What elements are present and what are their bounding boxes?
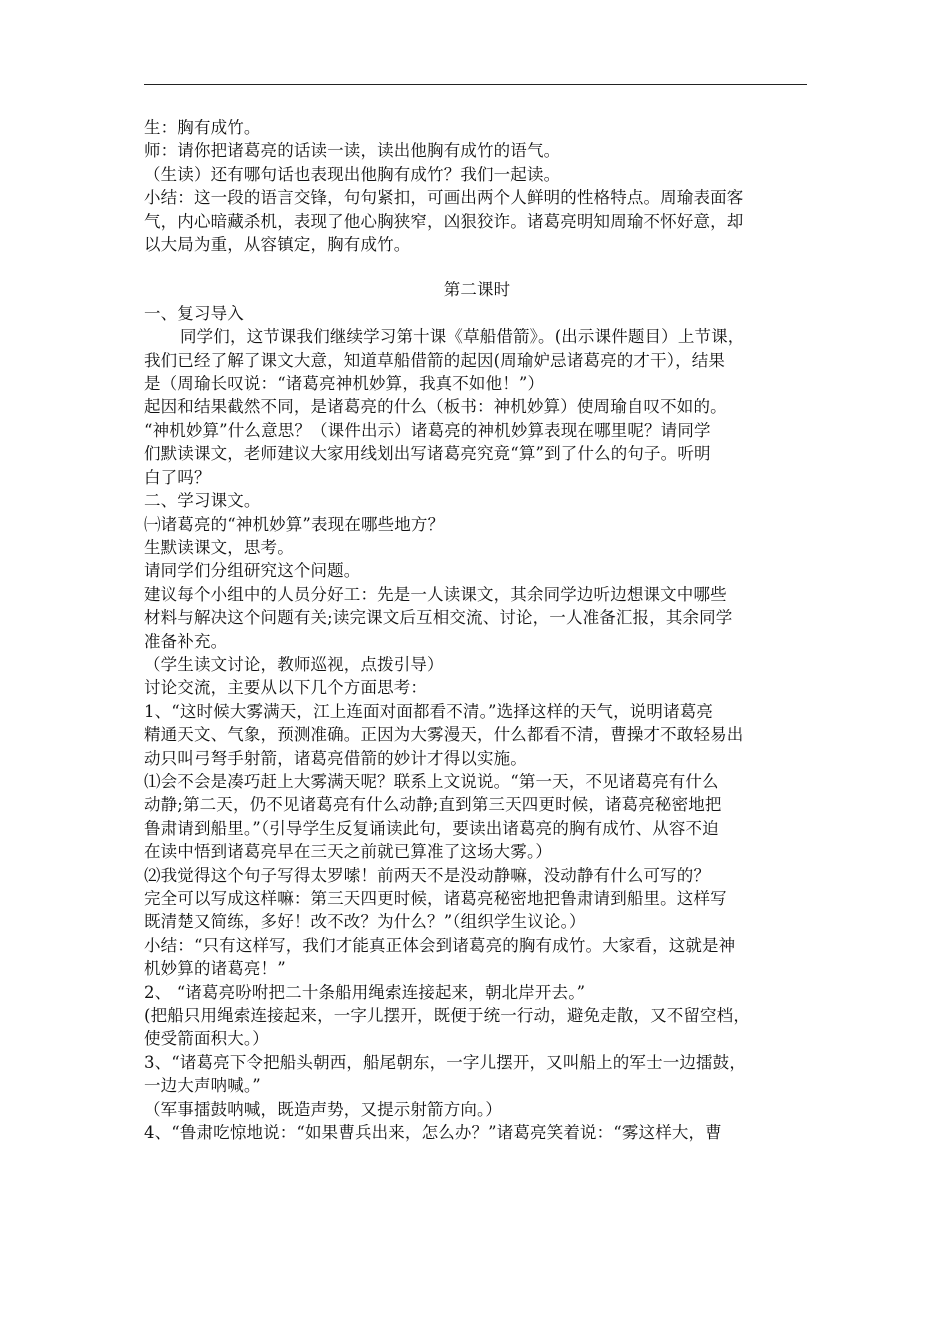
text-line: 我们已经了解了课文大意，知道草船借箭的起因(周瑜妒忌诸葛亮的才干），结果	[144, 350, 726, 370]
text-line: 完全可以写成这样嘛：第三天四更时候，诸葛亮秘密地把鲁肃请到船里。这样写	[144, 889, 727, 908]
text-line: 生：胸有成竹。	[144, 118, 261, 137]
text-line: 鲁肃请到船里。”（引导学生反复诵读此句，要读出诸葛亮的胸有成竹、从容不迫	[144, 818, 719, 838]
text-line: 动静;第二天，仍不见诸葛亮有什么动静;直到第三天四更时候，诸葛亮秘密地把	[144, 795, 722, 815]
text-line: 同学们，这节课我们继续学习第十课《草船借箭》。(出示课件题目）上节课，	[180, 327, 745, 347]
text-line: (把船只用绳索连接起来，一字儿摆开，既便于统一行动，避免走散，又不留空档，	[144, 1006, 750, 1026]
text-line: 使受箭面积大。）	[144, 1029, 269, 1049]
text-line: 一边大声呐喊。”	[144, 1076, 261, 1096]
part-heading: 二、学习课文。	[144, 491, 261, 511]
text-line: 2、 “诸葛亮吩咐把二十条船用绳索连接起来，朝北岸开去。”	[144, 982, 586, 1002]
text-line: 建议每个小组中的人员分好工：先是一人读课文，其余同学边听边想课文中哪些	[144, 584, 727, 604]
text-line: ⑵我觉得这个句子写得太罗嗦！前两天不是没动静嘛，没动静有什么可写的？	[144, 865, 711, 885]
text-line: 在读中悟到诸葛亮早在三天之前就已算准了这场大雾。）	[144, 842, 552, 862]
text-line: 以大局为重，从容镇定，胸有成竹。	[144, 235, 411, 255]
text-line: ⑴会不会是凑巧赶上大雾满天呢？联系上文说说。“第一天，不见诸葛亮有什么	[144, 771, 719, 791]
text-line: 精通天文、气象，预测准确。正因为大雾漫天，什么都看不清，曹操才不敢轻易出	[144, 725, 744, 745]
text-line: 讨论交流，主要从以下几个方面思考：	[144, 678, 428, 698]
text-line: （学生读文讨论，教师巡视，点拨引导）	[144, 654, 444, 674]
header-rule	[144, 84, 807, 85]
text-line: 3、“诸葛亮下令把船头朝西，船尾朝东，一字儿摆开，又叫船上的军士一边擂鼓，	[144, 1052, 746, 1072]
part-heading: 一、复习导入	[144, 303, 244, 323]
text-line: 4、“鲁肃吃惊地说：“如果曹兵出来，怎么办？”诸葛亮笑着说：“雾这样大，曹	[144, 1123, 722, 1143]
text-line: 机妙算的诸葛亮！”	[144, 959, 286, 979]
text-line: （生读）还有哪句话也表现出他胸有成竹？我们一起读。	[144, 164, 561, 184]
text-line: 既清楚又简练，多好！改不改？为什么？”（组织学生议论。）	[144, 912, 586, 932]
text-line: 请同学们分组研究这个问题。	[144, 561, 361, 581]
text-line: 气，内心暗藏杀机，表现了他心胸狭窄，凶狠狡诈。诸葛亮明知周瑜不怀好意，却	[144, 211, 744, 231]
text-line: 们默读课文，老师建议大家用线划出写诸葛亮究竟“算”到了什么的句子。听明	[144, 444, 711, 464]
text-line: 材料与解决这个问题有关;读完课文后互相交流、讨论，一人准备汇报，其余同学	[144, 608, 733, 628]
paragraph-block-summary	[144, 116, 810, 256]
text-line: 1、“这时候大雾满天，江上连面对面都看不清。”选择这样的天气，说明诸葛亮	[144, 701, 714, 721]
text-line: “神机妙算”什么意思？（课件出示）诸葛亮的神机妙算表现在哪里呢？请同学	[144, 420, 711, 440]
paragraph-block-main	[144, 349, 810, 1145]
text-line: 动只叫弓弩手射箭，诸葛亮借箭的妙计才得以实施。	[144, 748, 527, 768]
text-line: 白了吗？	[144, 467, 211, 487]
text-line: 生默读课文，思考。	[144, 537, 294, 557]
section-title: 第二课时	[443, 280, 511, 300]
text-line: 准备补充。	[144, 631, 228, 651]
text-line: 是（周瑜长叹说：“诸葛亮神机妙算，我真不如他！”）	[144, 374, 545, 394]
spacer	[144, 256, 810, 278]
text-line: （军事擂鼓呐喊，既造声势，又提示射箭方向。）	[144, 1099, 503, 1119]
text-line: ㈠诸葛亮的“神机妙算”表现在哪些地方？	[144, 514, 445, 534]
text-line: 小结：这一段的语言交锋，句句紧扣，可画出两个人鲜明的性格特点。周瑜表面客	[144, 188, 744, 208]
text-line: 起因和结果截然不同，是诸葛亮的什么（板书：神机妙算）使周瑜自叹不如的。	[144, 397, 727, 417]
document-body	[144, 116, 810, 1144]
text-line: 小结：“只有这样写，我们才能真正体会到诸葛亮的胸有成竹。大家看，这就是神	[144, 935, 736, 955]
text-line: 师：请你把诸葛亮的话读一读，读出他胸有成竹的语气。	[144, 141, 561, 161]
